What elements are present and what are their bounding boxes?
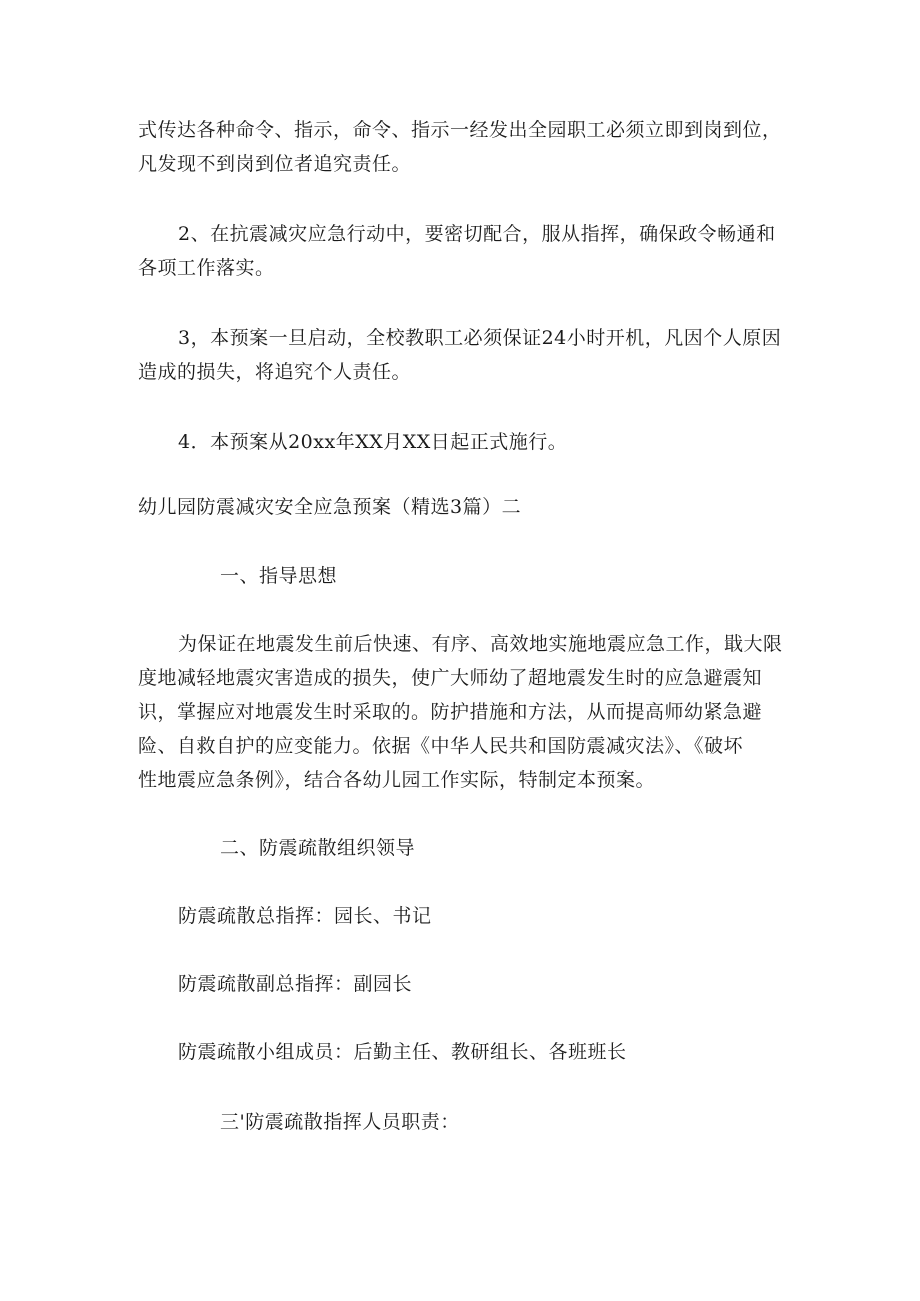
section-title: 幼儿园防震减灾安全应急预案（精选3篇）二 (138, 496, 522, 518)
commander-line: 防震疏散总指挥：园长、书记 (178, 905, 432, 927)
paragraph-1-line-2: 凡发现不到岗到位者追究责任。 (138, 153, 412, 175)
paragraph-4: 4．本预案从20xx年XX月XX日起正式施行。 (178, 431, 568, 453)
paragraph-3-line-2: 造成的损失，将追究个人责任。 (138, 361, 412, 383)
paragraph-1-line-1: 式传达各种命令、指示，命令、指示一经发出全园职工必须立即到岗到位， (138, 119, 782, 141)
heading-duties: 三'防震疏散指挥人员职责： (220, 1111, 460, 1133)
paragraph-2-line-2: 各项工作落实。 (138, 257, 275, 279)
paragraph-5-line-4: 险、自救自护的应变能力。依据《中华人民共和国防震减灾法》、《破坏 (138, 735, 744, 757)
paragraph-5-line-2: 度地减轻地震灾害造成的损失，使广大师幼了超地震发生时的应急避震知 (138, 667, 763, 689)
heading-organization: 二、防震疏散组织领导 (220, 837, 416, 859)
team-members-line: 防震疏散小组成员：后勤主任、教研组长、各班班长 (178, 1041, 627, 1063)
paragraph-3-line-1: 3，本预案一旦启动，全校教职工必须保证24小时开机，凡因个人原因 (178, 327, 782, 349)
heading-guiding-ideology: 一、指导思想 (220, 565, 338, 587)
paragraph-5-line-3: 识，掌握应对地震发生时采取的。防护措施和方法，从而提高师幼紧急避 (138, 701, 763, 723)
paragraph-5-line-1: 为保证在地震发生前后快速、有序、高效地实施地震应急工作，戢大限 (178, 633, 783, 655)
paragraph-5-line-5: 性地震应急条例》，结合各幼儿园工作实际，特制定本预案。 (138, 769, 656, 791)
deputy-commander-line: 防震疏散副总指挥：副园长 (178, 973, 413, 995)
paragraph-2-line-1: 2、在抗震减灾应急行动中，要密切配合，服从指挥，确保政令畅通和 (178, 223, 776, 245)
